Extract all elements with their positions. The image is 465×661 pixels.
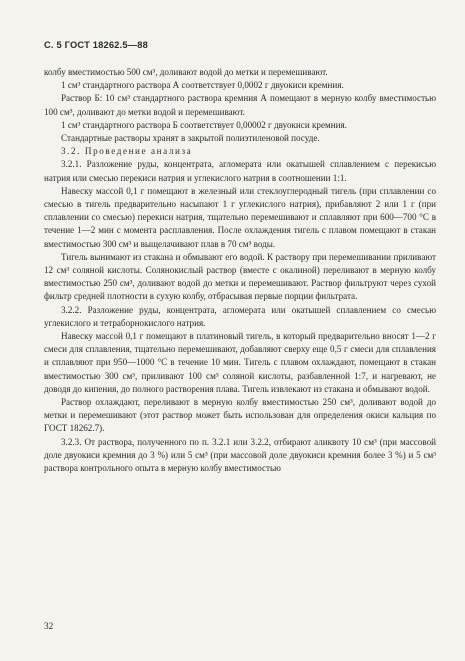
paragraph: 3.2.2. Разложение руды, концентрата, агломерата или окатышей сплавлением со смесью углекислого и тетраборнокислого натрия. <box>44 304 436 328</box>
paragraph: 3.2. Проведение анализа <box>61 146 193 157</box>
page-number: 32 <box>44 622 54 632</box>
paragraph: Навеску массой 0,1 г помещают в платиновый тигель, в который предварительно вносят 1—2 г смеси для сплавления, тщательно перемешивают, добавляют сверху еще 0,5 г смеси для сплавления и сплавляют при 950—1000 °С в течение 10 мин. Тигель с плавом охлаждают, помещают в стакан вместимостью 300 см³, приливают 100 см³ соляной кислоты, разбавленной 1:7, и нагревают, не доводя до кипения, до полного растворения плава. Тигель извлекают из стакана и обмывают водой. <box>44 331 436 394</box>
paragraph: Тигель вынимают из стакана и обмывают его водой. К раствору при перемешивании приливают 12 см³ соляной кислоты. Солянокислый раствор (вместе с окалиной) переливают в мерную колбу вместимостью 250 см³, доливают водой до метки и перемешивают. Раствор фильтруют через сухой фильтр средней плотности в сухую колбу, отбрасывая первые порции фильтрата. <box>44 251 436 302</box>
paragraph: Раствор охлаждают, переливают в мерную колбу вместимостью 250 см³, доливают водой до метки и перемешивают (этот раствор может быть использован для определения окиси кальция по ГОСТ 18262.7). <box>44 397 436 434</box>
running-header: С. 5 ГОСТ 18262.5—88 <box>44 40 149 50</box>
document-page <box>44 40 436 475</box>
paragraph: колбу вместимостью 500 см³, доливают водой до метки и перемешивают. <box>44 67 328 77</box>
paragraph: 1 см³ стандартного раствора А соответствует 0,0002 г двуокиси кремния. <box>61 80 344 91</box>
paragraph: Стандартные растворы хранят в закрытой полиэтиленовой посуде. <box>61 133 320 144</box>
paragraph: Навеску массой 0,1 г помещают в железный или стеклоуглеродный тигель (при сплавлении со смесью в тигель предварительно насыпают 1 г углекислого натрия), прибавляют 2 или 1 г (при сплавлении со смесью) перекиси натрия, тщательно перемешивают и сплавляют при 600—700 °С в течение 1—2 мин с момента расплавления. После охлаждения тигель с плавом помещают в стакан вместимостью 300 см³ и выщелачивают плав в 70 см³ воды. <box>44 185 436 249</box>
paragraph: 1 см³ стандартного раствора Б соответствует 0,00002 г двуокиси кремния. <box>61 119 347 130</box>
paragraph: 3.2.1. Разложение руды, концентрата, агломерата или окатышей сплавлением с перекисью натрия или смесью перекиси натрия и углекислого натрия в соотношении 1:1. <box>44 159 436 183</box>
body-text <box>44 66 436 475</box>
paragraph: 3.2.3. От раствора, полученного по п. 3.2.1 или 3.2.2, отбирают аликвоту 10 см³ (при массовой доле двуокиси кремния до 3 %) или 5 см³ (при массовой доле двуокиси кремния более 3 %) и 5 см³ раствора контрольного опыта в мерную колбу вместимостью <box>44 436 436 474</box>
paragraph: Раствор Б: 10 см³ стандартного раствора кремния А помещают в мерную колбу вместимостью 100 см³, доливают до метки водой и перемешивают. <box>44 93 436 117</box>
